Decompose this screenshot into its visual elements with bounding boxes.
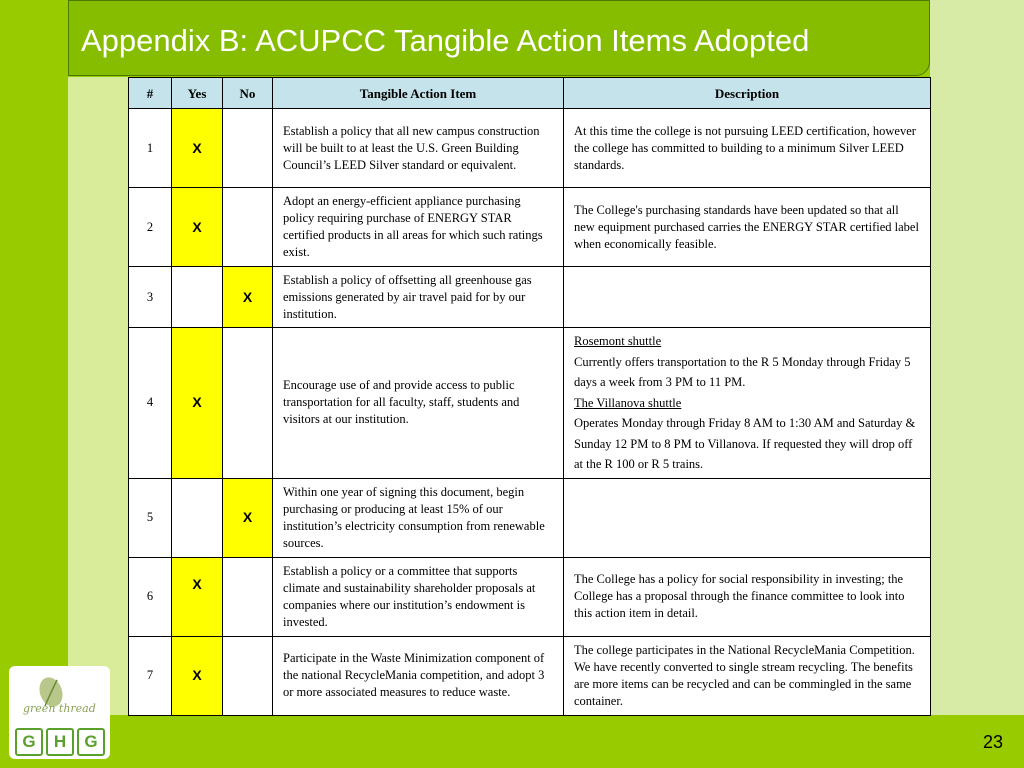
action-items-table [128, 77, 930, 716]
description-text: The College has a policy for social responsibility in investing; the College has a proposal through the finance committee to look into this action item in detail. [564, 557, 931, 636]
logo-letter: H [46, 728, 74, 756]
action-item-text: Establish a policy that all new campus construction will be built to at least the U.S. Green Building Council’s LEED Silver standard or equivalent. [273, 109, 564, 188]
no-mark [223, 636, 273, 715]
villanova-shuttle-text: Operates Monday through Friday 8 AM to 1:30 AM and Saturday & Sunday 12 PM to 8 PM to Villanova. If requested they will drop off at the R 100 or R 5 trains. [574, 416, 916, 471]
yes-mark [172, 478, 223, 557]
yes-mark: X [172, 636, 223, 715]
description-text: The College's purchasing standards have been updated so that all new equipment purchased carries the ENERGY STAR certified label when economically feasible. [564, 188, 931, 267]
no-mark [223, 328, 273, 479]
row-number: 7 [129, 636, 172, 715]
header-no: No [223, 78, 273, 109]
no-mark: X [223, 267, 273, 328]
villanova-shuttle-heading: The Villanova shuttle [574, 395, 682, 410]
no-mark: X [223, 478, 273, 557]
no-mark [223, 557, 273, 636]
action-item-text: Adopt an energy-efficient appliance purchasing policy requiring purchase of ENERGY STAR certified products in all areas for which such ratings exist. [273, 188, 564, 267]
row-number: 5 [129, 478, 172, 557]
background-stripe [68, 77, 128, 715]
action-item-text: Encourage use of and provide access to public transportation for all faculty, staff, students and visitors at our institution. [273, 328, 564, 479]
logo-letter: G [15, 728, 43, 756]
table-row [129, 109, 931, 188]
header-yes: Yes [172, 78, 223, 109]
description-text [564, 267, 931, 328]
row-number: 6 [129, 557, 172, 636]
table-row [129, 478, 931, 557]
green-thread-logo [9, 666, 110, 759]
logo-letters [15, 728, 105, 756]
action-item-text: Participate in the Waste Minimization component of the national RecycleMania competition, and adopt 3 or more associated measures to reduce waste. [273, 636, 564, 715]
page-number: 23 [982, 732, 1003, 752]
background-bottom [0, 715, 1024, 768]
logo-letter: G [77, 728, 105, 756]
description-text [564, 328, 931, 479]
table-header-row [129, 78, 931, 109]
header-num: # [129, 78, 172, 109]
yes-mark: X [172, 188, 223, 267]
row-number: 1 [129, 109, 172, 188]
action-item-text: Establish a policy of offsetting all greenhouse gas emissions generated by air travel paid for by our institution. [273, 267, 564, 328]
table-row [129, 328, 931, 479]
rosemont-shuttle-text: Currently offers transportation to the R 5 Monday through Friday 5 days a week from 3 PM to 11 PM. [574, 354, 911, 389]
action-item-text: Establish a policy or a committee that supports climate and sustainability shareholder proposals at companies where our institution’s endowment is invested. [273, 557, 564, 636]
yes-mark: X [172, 557, 223, 636]
yes-mark: X [172, 328, 223, 479]
table-row [129, 267, 931, 328]
action-item-text: Within one year of signing this document, begin purchasing or producing at least 15% of our institution’s electricity consumption from renewable sources. [273, 478, 564, 557]
background-left [0, 0, 68, 768]
row-number: 4 [129, 328, 172, 479]
title-bar [68, 0, 930, 76]
no-mark [223, 109, 273, 188]
background-right [930, 0, 1024, 715]
logo-script-text: green thread [23, 702, 96, 715]
slide-title: Appendix B: ACUPCC Tangible Action Items Adopted [81, 23, 810, 58]
table-row [129, 557, 931, 636]
description-text [564, 478, 931, 557]
description-text: The college participates in the National RecycleMania Competition. We have recently converted to single stream recycling. The benefits are more items can be recycled and can be commingled in the same container. [564, 636, 931, 715]
yes-mark: X [172, 109, 223, 188]
table-row [129, 636, 931, 715]
rosemont-shuttle-heading: Rosemont shuttle [574, 334, 662, 348]
row-number: 3 [129, 267, 172, 328]
table-row [129, 188, 931, 267]
description-text: At this time the college is not pursuing LEED certification, however the college has committed to building to a minimum Silver LEED standards. [564, 109, 931, 188]
header-description: Description [564, 78, 931, 109]
row-number: 2 [129, 188, 172, 267]
header-item: Tangible Action Item [273, 78, 564, 109]
yes-mark [172, 267, 223, 328]
no-mark [223, 188, 273, 267]
